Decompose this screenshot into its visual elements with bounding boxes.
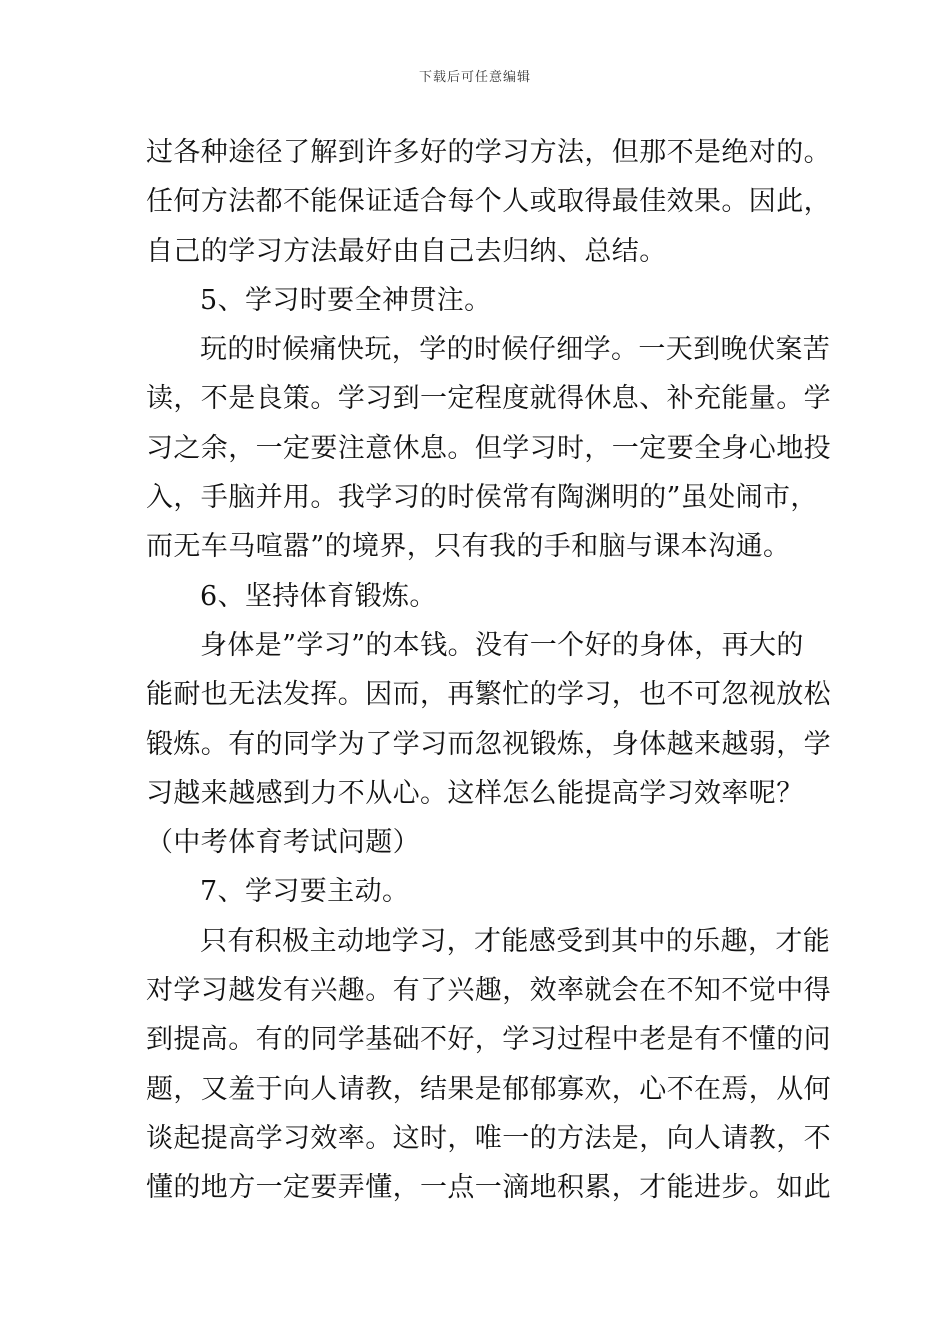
text-line: 入，手脑并用。我学习的时侯常有陶渊明的”虽处闹市， <box>146 482 818 514</box>
text-line: 能耐也无法发挥。因而，再繁忙的学习，也不可忽视放松 <box>146 679 831 711</box>
text-line: 任何方法都不能保证适合每个人或取得最佳效果。因此， <box>146 186 831 218</box>
text-line: 只有积极主动地学习，才能感受到其中的乐趣，才能 <box>200 925 831 957</box>
text-line: 身体是”学习”的本钱。没有一个好的身体，再大的 <box>200 629 804 661</box>
text-line: 对学习越发有兴趣。有了兴趣，效率就会在不知不觉中得 <box>146 975 831 1007</box>
text-line: 玩的时候痛快玩，学的时候仔细学。一天到晚伏案苦 <box>200 334 831 366</box>
text-line: （中考体育考试问题） <box>146 827 420 859</box>
text-line: 题，又羞于向人请教，结果是郁郁寡欢，心不在焉，从何 <box>146 1073 831 1105</box>
text-line: 过各种途径了解到许多好的学习方法，但那不是绝对的。 <box>146 137 831 168</box>
text-line: 读，不是良策。学习到一定程度就得休息、补充能量。学 <box>146 383 831 415</box>
document-body <box>146 128 831 1213</box>
text-line: 而无车马喧嚣”的境界，只有我的手和脑与课本沟通。 <box>146 531 791 563</box>
page-header: 下载后可任意编辑 <box>418 70 531 85</box>
text-line: 懂的地方一定要弄懂，一点一滴地积累，才能进步。如此 <box>146 1172 831 1204</box>
text-line: 自己的学习方法最好由自己去归纳、总结。 <box>146 235 667 267</box>
section-heading-5: 5、学习时要全神贯注。 <box>200 284 492 316</box>
text-line: 习越来越感到力不从心。这样怎么能提高学习效率呢？ <box>146 777 804 809</box>
text-line: 锻炼。有的同学为了学习而忽视锻炼，身体越来越弱，学 <box>146 728 831 760</box>
text-line: 到提高。有的同学基础不好，学习过程中老是有不懂的问 <box>146 1024 831 1056</box>
section-heading-7: 7、学习要主动。 <box>200 876 410 908</box>
section-heading-6: 6、坚持体育锻炼。 <box>200 580 437 612</box>
text-line: 谈起提高学习效率。这时，唯一的方法是，向人请教，不 <box>146 1122 831 1154</box>
text-line: 习之余，一定要注意休息。但学习时，一定要全身心地投 <box>146 432 831 464</box>
